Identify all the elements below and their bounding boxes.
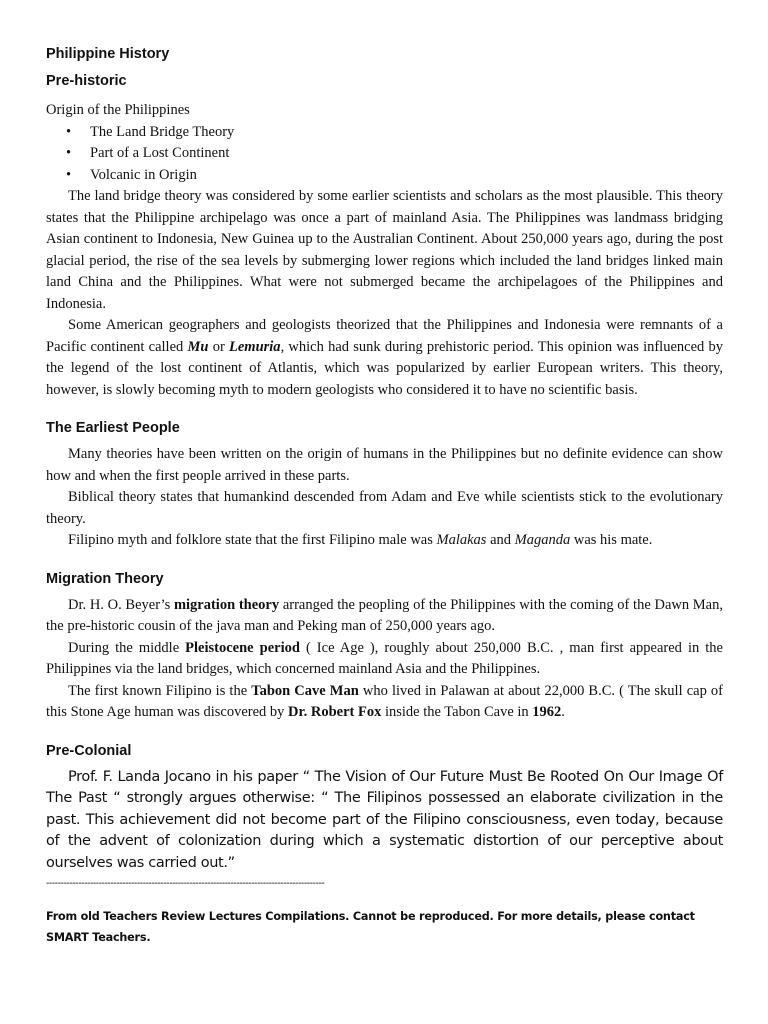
text-run: ( Ice Age ), roughly about 250,000 B.C. , man first appeared in the Philippines via the land bridges, which concerned mainland Asia and the Philippines. [46, 639, 723, 677]
term-pleistocene: Pleistocene period [185, 639, 300, 656]
bullet-icon: • [66, 123, 72, 140]
earliest-paragraph-2: Biblical theory states that humankind descended from Adam and Eve while scientists stick to the evolutionary theory. [46, 489, 723, 527]
heading-pre-colonial: Pre-Colonial [46, 742, 132, 759]
text-run: or [208, 338, 229, 355]
heading-migration-theory: Migration Theory [46, 570, 164, 587]
earliest-paragraph-1: Many theories have been written on the origin of humans in the Philippines but no definite evidence can show how and when the first people arrived in these parts. [46, 446, 723, 484]
heading-prehistoric: Pre-historic [46, 73, 127, 89]
text-run: arranged the peopling of the Philippines with the coming of the Dawn Man, the pre-historic cousin of the java man and Peking man of 250,000 years ago. [46, 596, 723, 634]
list-item [46, 165, 723, 187]
document-page [46, 44, 723, 948]
term-maganda: Maganda [514, 532, 571, 548]
text-run: inside the Tabon Cave in [381, 704, 533, 720]
text-run: and [486, 532, 515, 548]
term-mu: Mu [187, 338, 209, 355]
text-run: who lived in Palawan at about 22,000 B.C. ( The skull cap of this Stone Age human was discovered by [46, 682, 723, 720]
migration-paragraph-2 [46, 638, 723, 681]
earliest-paragraph-3 [46, 530, 723, 552]
migration-paragraph-3 [46, 681, 723, 724]
term-malakas: Malakas [436, 532, 487, 548]
bullet-icon: • [66, 166, 72, 183]
text-run: . [561, 704, 565, 720]
land-bridge-paragraph: The land bridge theory was considered by some earlier scientists and scholars as the most plausible. This theory states that the Philippine archipelago was once a part of mainland Asia. The Philippines was landmass bridging Asian continent to Indonesia, New Guinea up to the Australian Continent. About 250,000 years ago, during the post glacial period, the rise of the sea levels by submerging lower regions which included the land bridges linked main land China and the Philippines. What were not submerged became the archipelagoes of the Philippines and Indonesia. [46, 188, 723, 312]
text-run: During the middle [68, 639, 186, 656]
term-migration-theory: migration theory [173, 596, 280, 613]
list-item-label: Volcanic in Origin [90, 166, 197, 183]
text-run: was his mate. [570, 532, 653, 548]
list-item-label: Part of a Lost Continent [90, 145, 230, 161]
term-lemuria: Lemuria [229, 338, 281, 355]
document-title: Philippine History [46, 46, 170, 62]
lost-continent-paragraph [46, 315, 723, 401]
text-run: , which had sunk during prehistoric period. This opinion was influenced by the legend of the lost continent of Atlantis, which was popularized by earlier European writers. This theory, however, is slowly becoming myth to modern geologists who considered it to have no scientific basis. [46, 338, 723, 398]
list-item [46, 122, 723, 144]
list-item [46, 143, 723, 165]
heading-earliest-people: The Earliest People [46, 420, 180, 436]
text-run: Dr. H. O. Beyer’s [68, 596, 174, 613]
list-item-label: The Land Bridge Theory [90, 123, 235, 140]
term-year: 1962 [532, 704, 562, 720]
origin-intro: Origin of the Philippines [46, 102, 190, 118]
bullet-icon: • [66, 145, 72, 161]
term-robert-fox: Dr. Robert Fox [288, 704, 382, 720]
term-tabon-cave-man: Tabon Cave Man [251, 682, 359, 699]
text-run: Filipino myth and folklore state that the first Filipino male was [68, 532, 437, 548]
origin-list [46, 122, 723, 187]
divider-line: ----------------------------------------------------------------------------------------------- [46, 878, 325, 889]
pre-colonial-paragraph: Prof. F. Landa Jocano in his paper “ The Vision of Our Future Must Be Rooted On Our Image Of The Past “ strongly argues otherwise: “ The Filipinos possessed an elaborate civilization in the past. This achievement did not become part of the Filipino consciousness, even today, because of the advent of colonization during which a systematic distortion of our perceptive about ourselves was carried out.” [46, 768, 723, 871]
migration-paragraph-1 [46, 595, 723, 638]
text-run: Some American geographers and geologists theorized that the Philippines and Indonesia were remnants of a Pacific continent called [46, 317, 723, 355]
footer-note: From old Teachers Review Lectures Compilations. Cannot be reproduced. For more details, please contact SMART Teachers. [46, 910, 695, 944]
text-run: The first known Filipino is the [68, 682, 252, 699]
